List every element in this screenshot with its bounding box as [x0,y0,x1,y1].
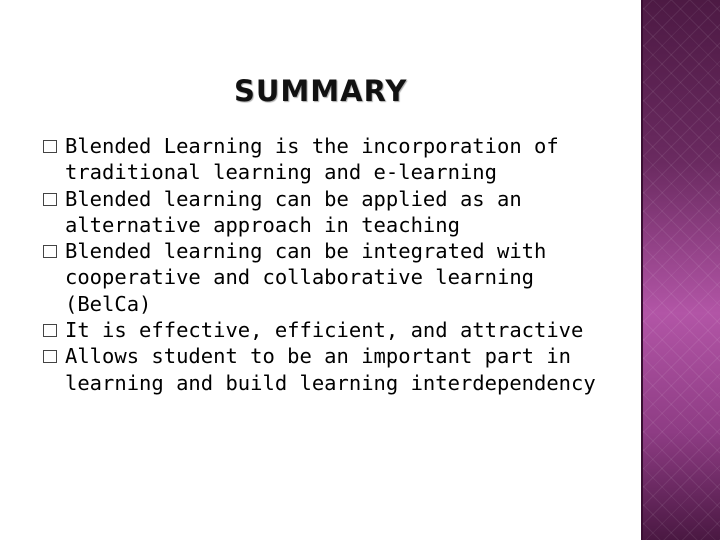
bullet-text: Allows student to be an important part in learning and build learning interdependency [65,344,596,395]
side-band-edge [641,0,643,540]
bullet-text: Blended learning can be applied as an alternative approach in teaching [65,186,522,237]
bullet-list [40,133,620,396]
bullet-item [40,186,620,239]
bullet-item [40,317,620,343]
checkbox-bullet-icon [43,350,57,363]
slide-title: SUMMARY [234,74,408,108]
bullet-item [40,343,620,396]
bullet-text: It is effective, efficient, and attractive [65,318,584,343]
bullet-item [40,238,620,317]
checkbox-bullet-icon [43,324,57,337]
bullet-text: Blended Learning is the incorporation of traditional learning and e-learning [65,134,559,185]
decorative-side-band [641,0,720,540]
bullet-item [40,133,620,186]
bullet-text: Blended learning can be integrated with cooperative and collaborative learning (BelCa) [65,239,547,316]
checkbox-bullet-icon [43,140,57,153]
checkbox-bullet-icon [43,245,57,258]
checkbox-bullet-icon [43,193,57,206]
